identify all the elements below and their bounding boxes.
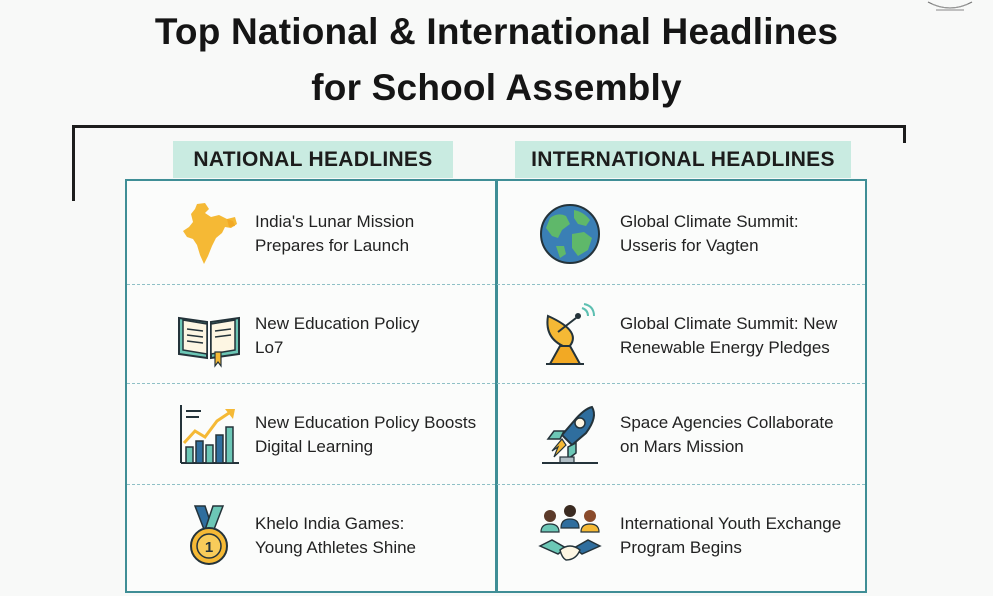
- india-map-icon: [175, 200, 243, 268]
- headline-text-line: Digital Learning: [255, 437, 374, 456]
- national-headlines-header: NATIONAL HEADLINES: [173, 141, 453, 178]
- headline-text-line: Young Athletes Shine: [255, 538, 417, 557]
- headline-text-line: Usseris for Vagten: [620, 236, 759, 255]
- headline-text-line: Program Begins: [620, 538, 742, 557]
- youth-handshake-icon: [536, 502, 604, 570]
- headline-text-line: Renewable Energy Pledges: [620, 338, 830, 357]
- national-headline-1: [127, 184, 495, 284]
- headline-text-line: Global Climate Summit:: [620, 212, 799, 231]
- headline-text-line: Khelo India Games:: [255, 514, 405, 533]
- satellite-dish-icon: [536, 302, 604, 370]
- svg-text:1: 1: [204, 539, 214, 556]
- globe-icon: [536, 200, 604, 268]
- national-headline-2: [127, 286, 495, 386]
- headline-text-line: on Mars Mission: [620, 437, 744, 456]
- national-headline-3: [127, 385, 495, 485]
- page-title: [0, 4, 993, 116]
- emblem-logo-icon: [926, 0, 974, 14]
- national-headline-4: [127, 486, 495, 586]
- headline-text-line: International Youth Exchange: [620, 514, 842, 533]
- page-title-line-1: Top National & International Headlines: [154, 11, 839, 52]
- headline-text-line: Prepares for Launch: [255, 236, 410, 255]
- international-headline-2: [498, 286, 865, 386]
- growth-chart-icon: [175, 401, 243, 469]
- rocket-icon: [536, 401, 604, 469]
- medal-icon: [175, 502, 243, 570]
- headline-text-line: New Education Policy Boosts: [255, 413, 477, 432]
- international-headline-3: [498, 385, 865, 485]
- international-headline-4: [498, 486, 865, 586]
- headline-text-line: New Education Policy: [255, 314, 420, 333]
- international-headlines-header: INTERNATIONAL HEADLINES: [515, 141, 851, 178]
- headline-text-line: Lo7: [255, 338, 284, 357]
- headline-text-line: India's Lunar Mission: [255, 212, 415, 231]
- international-headline-1: [498, 184, 865, 284]
- headline-text-line: Space Agencies Collaborate: [620, 413, 834, 432]
- open-book-icon: [175, 302, 243, 370]
- page-title-line-2: for School Assembly: [311, 67, 682, 108]
- row-divider: [127, 284, 865, 285]
- headline-text-line: Global Climate Summit: New: [620, 314, 838, 333]
